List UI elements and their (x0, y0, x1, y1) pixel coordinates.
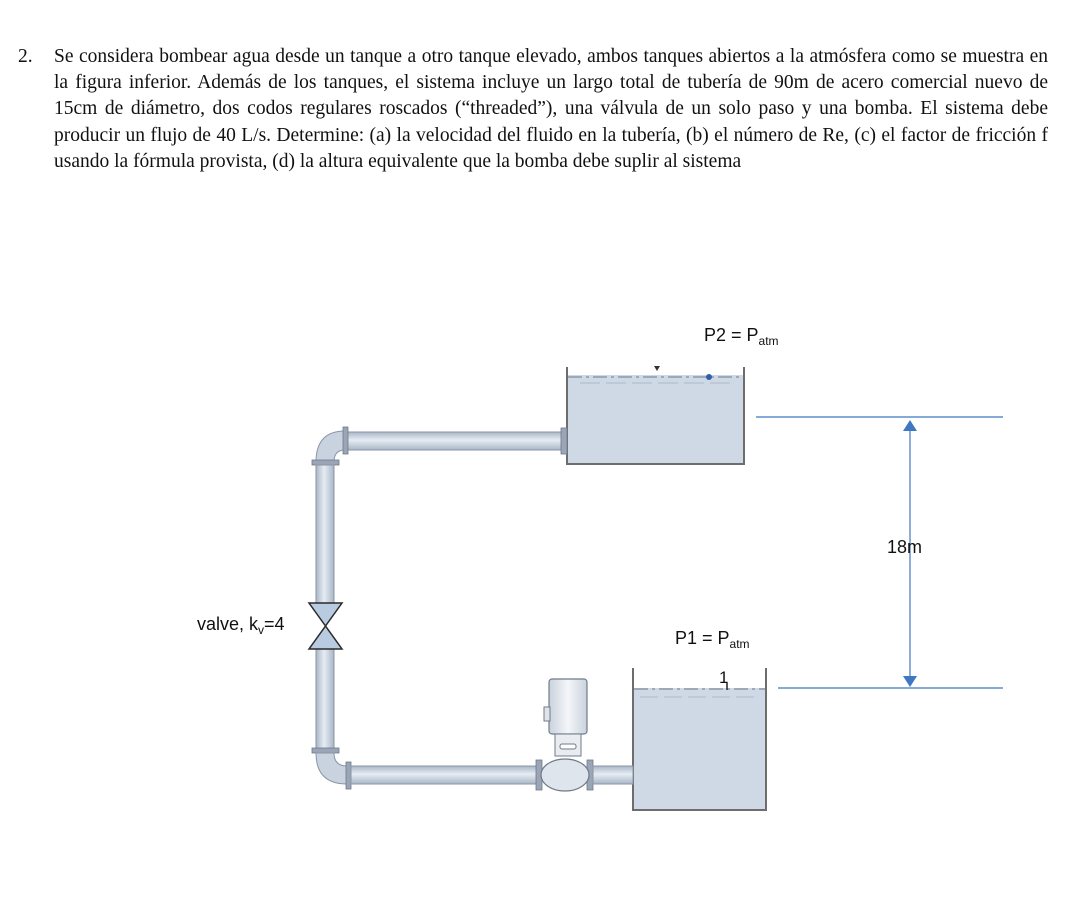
top-flange-h (343, 427, 348, 454)
lower-tank (633, 668, 766, 810)
p1-label: $P1 = P_{atm}$ (675, 628, 750, 651)
height-dimension (756, 417, 1003, 688)
pump-slot (560, 744, 576, 749)
p2-label: $P2 = P_{atm}$ (704, 325, 779, 348)
pump-motor (549, 679, 587, 734)
bottom-elbow (316, 753, 347, 784)
valve (309, 603, 342, 649)
dimension-arrow-down (903, 676, 917, 687)
piping (312, 427, 633, 790)
upper-tank-water (567, 375, 743, 464)
dimension-arrow-up (903, 420, 917, 431)
upper-tank-flange (561, 428, 567, 454)
vertical-pipe-upper (316, 465, 334, 605)
height-label: 18m (887, 537, 923, 557)
upper-tank (567, 366, 744, 464)
pump-motor-cap (544, 707, 550, 721)
point-1-label: 1 (719, 668, 729, 687)
top-flange-v (312, 460, 339, 465)
point-2-dot (706, 374, 712, 380)
bottom-flange-h (346, 762, 351, 789)
top-elbow (316, 431, 345, 462)
top-pipe (345, 432, 567, 450)
valve-label: valve, $k_v=4$ (197, 614, 285, 637)
problem-number: 2. (18, 46, 33, 67)
pump (541, 679, 589, 791)
problem-text: Se considera bombear agua desde un tanque a otro tanque elevado, ambos tanques abiertos a la atmósfera como se muestra en la figura inferior. Además de los tanques, el sistema incluye un largo total de tubería de 90m de acero comercial nuevo de 15cm de diámetro, dos codos regulares roscados (“threaded”), una válvula de un solo paso y una bomba. El sistema debe producir un flujo de 40 L/s. Determine: (a) la velocidad del fluido en la tubería, (b) el número de Re, (c) el factor de fricción f usando la fórmula provista, (d) la altura equivalente que la bomba debe suplir al sistema (54, 46, 1048, 172)
pump-casing (541, 759, 589, 791)
bottom-flange-v (312, 748, 339, 753)
vertical-pipe-lower (316, 648, 334, 750)
bottom-pipe-right (593, 766, 633, 784)
free-surface-marker-2 (654, 366, 660, 371)
bottom-pipe-left (351, 766, 538, 784)
valve-symbol (309, 603, 342, 649)
lower-tank-water (633, 688, 765, 809)
